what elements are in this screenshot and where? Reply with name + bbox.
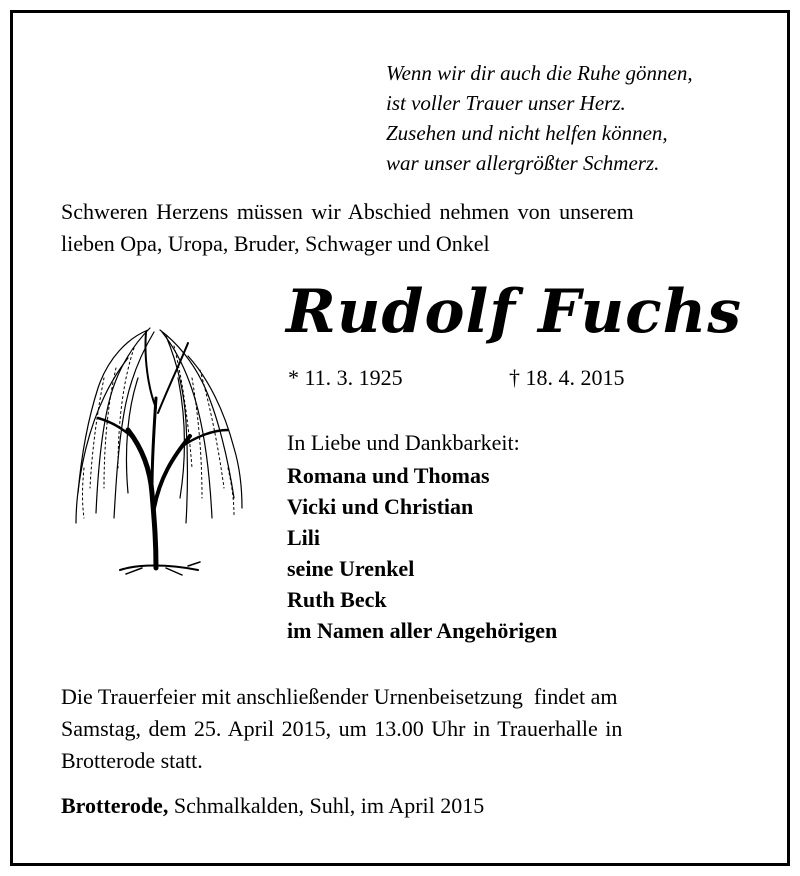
- intro-text: [61, 196, 741, 260]
- place-town: Brotterode,: [61, 793, 169, 818]
- ceremony-info: [61, 681, 741, 777]
- intro-line: lieben Opa, Uropa, Bruder, Schwager und Onkel: [61, 231, 490, 256]
- mourner-name: Vicki und Christian: [287, 494, 474, 519]
- mourner-name: Lili: [287, 525, 321, 550]
- place-rest: Schmalkalden, Suhl, im April 2015: [168, 793, 485, 818]
- place-and-date: [61, 791, 484, 821]
- mourner-list: [287, 460, 557, 646]
- death-date: † 18. 4. 2015: [509, 365, 625, 390]
- dedication-heading: In Liebe und Dankbarkeit:: [287, 430, 520, 455]
- weeping-willow-icon: [68, 318, 248, 583]
- mourner-name: Romana und Thomas: [287, 463, 490, 488]
- ceremony-line: Samstag, dem 25. April 2015, um 13.00 Uhr in Trauerhalle in: [61, 716, 623, 741]
- poem-line: Wenn wir dir auch die Ruhe gönnen,: [386, 61, 693, 85]
- mourner-name: im Namen aller Angehörigen: [287, 618, 558, 643]
- mourner-name: seine Urenkel: [287, 556, 415, 581]
- birth-date: * 11. 3. 1925: [288, 365, 403, 390]
- intro-line: Schweren Herzens müssen wir Abschied nehmen von unserem: [61, 199, 634, 224]
- poem-line: Zusehen und nicht helfen können,: [386, 121, 668, 145]
- deceased-name: Rudolf Fuchs: [286, 277, 743, 347]
- ceremony-line: Die Trauerfeier mit anschließender Urnenbeisetzung findet am: [61, 684, 618, 709]
- poem-line: ist voller Trauer unser Herz.: [386, 91, 626, 115]
- mourner-name: Ruth Beck: [287, 587, 387, 612]
- poem-line: war unser allergrößter Schmerz.: [386, 151, 660, 175]
- ceremony-line: Brotterode statt.: [61, 748, 203, 773]
- memorial-poem: [386, 58, 693, 178]
